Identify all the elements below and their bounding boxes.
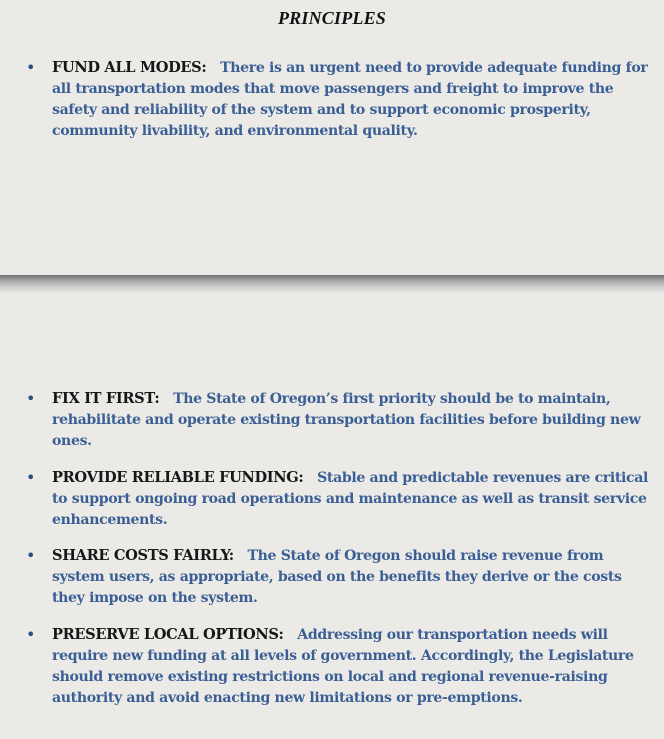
bullet-icon: •	[26, 546, 36, 565]
principle-body	[52, 545, 656, 609]
principle-heading: FIX IT FIRST:	[52, 390, 160, 407]
principle-fund-all-modes	[26, 57, 656, 142]
principle-heading: PROVIDE RELIABLE FUNDING:	[52, 469, 304, 486]
principle-share-costs-fairly	[26, 545, 656, 609]
principle-description: There is an urgent need to provide adequate funding for all transportation modes that move passengers and freight to improve the safety and reliability of the system and to support economic prosperity, community livability, and environmental quality.	[52, 60, 648, 139]
principle-body	[52, 388, 656, 452]
document-page-top	[0, 0, 664, 275]
bullet-icon: •	[26, 58, 36, 77]
principle-heading: PRESERVE LOCAL OPTIONS:	[52, 626, 284, 643]
principle-fix-it-first	[26, 388, 656, 452]
principle-preserve-local-options	[26, 624, 656, 709]
principle-body	[52, 467, 656, 531]
principle-description: The State of Oregon’s first priority should be to maintain, rehabilitate and operate existing transportation facilities before building new ones.	[52, 391, 641, 449]
principle-heading: FUND ALL MODES:	[52, 59, 207, 76]
principle-heading: SHARE COSTS FAIRLY:	[52, 547, 234, 564]
principle-description: The State of Oregon should raise revenue from system users, as appropriate, based on the benefits they derive or the costs they impose on the system.	[52, 548, 622, 606]
bullet-icon: •	[26, 389, 36, 408]
page-title: PRINCIPLES	[277, 8, 387, 28]
bullet-icon: •	[26, 468, 36, 487]
principle-body	[52, 624, 656, 709]
principle-provide-reliable-funding	[26, 467, 656, 531]
principle-description: Stable and predictable revenues are critical to support ongoing road operations and maintenance as well as transit service enhancements.	[52, 470, 649, 528]
principle-body	[52, 57, 656, 142]
page-break-divider	[0, 275, 664, 292]
principle-description: Addressing our transportation needs will require new funding at all levels of government. Accordingly, the Legislature should remove existing restrictions on local and regional revenue-raising authority and avoid enacting new limitations or pre-emptions.	[52, 627, 634, 706]
bullet-icon: •	[26, 625, 36, 644]
